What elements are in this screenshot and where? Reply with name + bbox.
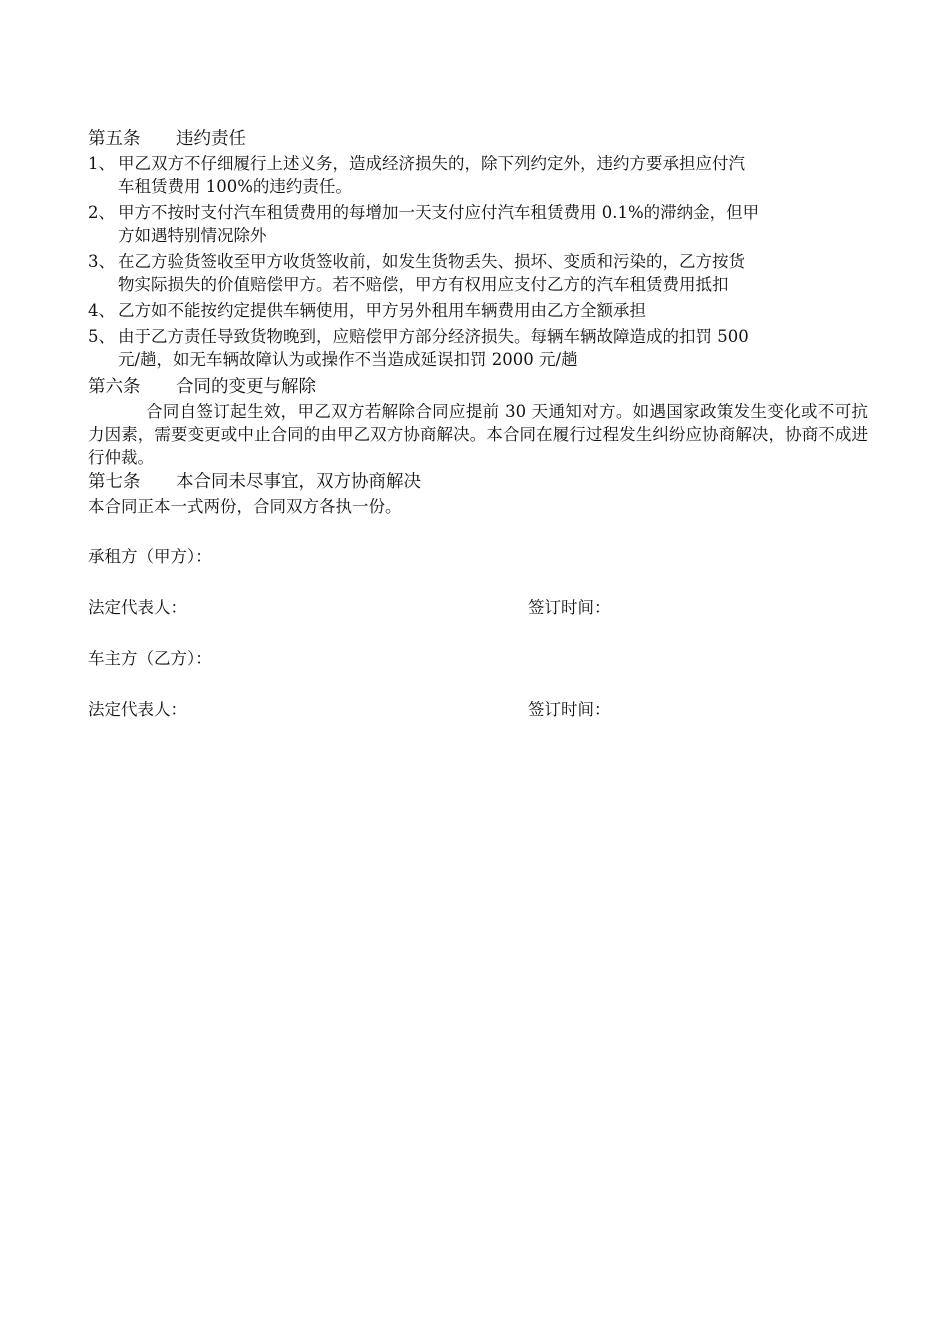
article-5-title: 违约责任 xyxy=(176,129,246,149)
article-7-number: 第七条 xyxy=(88,472,141,492)
list-item-marker: 2、 xyxy=(88,203,115,222)
lessee-rep-row xyxy=(88,596,868,620)
list-item-text: 乙方如不能按约定提供车辆使用，甲方另外租用车辆费用由乙方全额承担 xyxy=(118,301,646,320)
lessee-date-label: 签订时间： xyxy=(528,598,611,617)
article-6-title: 合同的变更与解除 xyxy=(176,377,316,397)
list-item xyxy=(88,250,868,296)
lessee-label: 承租方（甲方）： xyxy=(88,547,212,566)
article-5-number: 第五条 xyxy=(88,129,141,149)
owner-date-label: 签订时间： xyxy=(528,700,611,719)
article-7-title: 本合同未尽事宜，双方协商解决 xyxy=(176,472,421,492)
owner-rep-label: 法定代表人： xyxy=(88,700,187,719)
article-5-heading xyxy=(88,126,868,152)
list-item xyxy=(88,201,868,247)
list-item-text: 在乙方验货签收至甲方收货签收前，如发生货物丢失、损坏、变质和污染的，乙方按货 物实际损失的价值赔偿甲方。若不赔偿，甲方有权用应支付乙方的汽车租赁费用抵扣 xyxy=(118,252,745,294)
list-item xyxy=(88,325,868,371)
article-7-body: 本合同正本一式两份，合同双方各执一份。 xyxy=(88,497,402,516)
list-item-marker: 5、 xyxy=(88,327,115,346)
list-item-text: 甲乙双方不仔细履行上述义务，造成经济损失的，除下列约定外，违约方要承担应付汽 车租赁费用 100%的违约责任。 xyxy=(118,154,745,196)
owner-row xyxy=(88,647,868,671)
list-item xyxy=(88,152,868,198)
owner-rep-row xyxy=(88,698,868,722)
list-item-marker: 4、 xyxy=(88,301,115,320)
lessee-rep-label: 法定代表人： xyxy=(88,598,187,617)
article-6-number: 第六条 xyxy=(88,377,141,397)
list-item-text: 甲方不按时支付汽车租赁费用的每增加一天支付应付汽车租赁费用 0.1%的滞纳金，但甲 方如遇特别情况除外 xyxy=(118,203,760,245)
list-item xyxy=(88,299,868,322)
article-7-heading xyxy=(88,469,868,495)
article-6-body: 合同自签订起生效，甲乙双方若解除合同应提前 30 天通知对方。如遇国家政策发生变化或不可抗力因素，需要变更或中止合同的由甲乙双方协商解决。本合同在履行过程发生纠纷应协商解决，协商不成进行仲裁。 xyxy=(88,402,868,467)
list-item-marker: 3、 xyxy=(88,252,115,271)
list-item-text: 由于乙方责任导致货物晚到，应赔偿甲方部分经济损失。每辆车辆故障造成的扣罚 500 元/趟，如无车辆故障认为或操作不当造成延误扣罚 2000 元/趟 xyxy=(118,327,749,369)
list-item-marker: 1、 xyxy=(88,154,115,173)
article-6-heading xyxy=(88,374,868,400)
contract-page xyxy=(88,126,868,722)
owner-label: 车主方（乙方）： xyxy=(88,649,212,668)
lessee-row xyxy=(88,545,868,569)
